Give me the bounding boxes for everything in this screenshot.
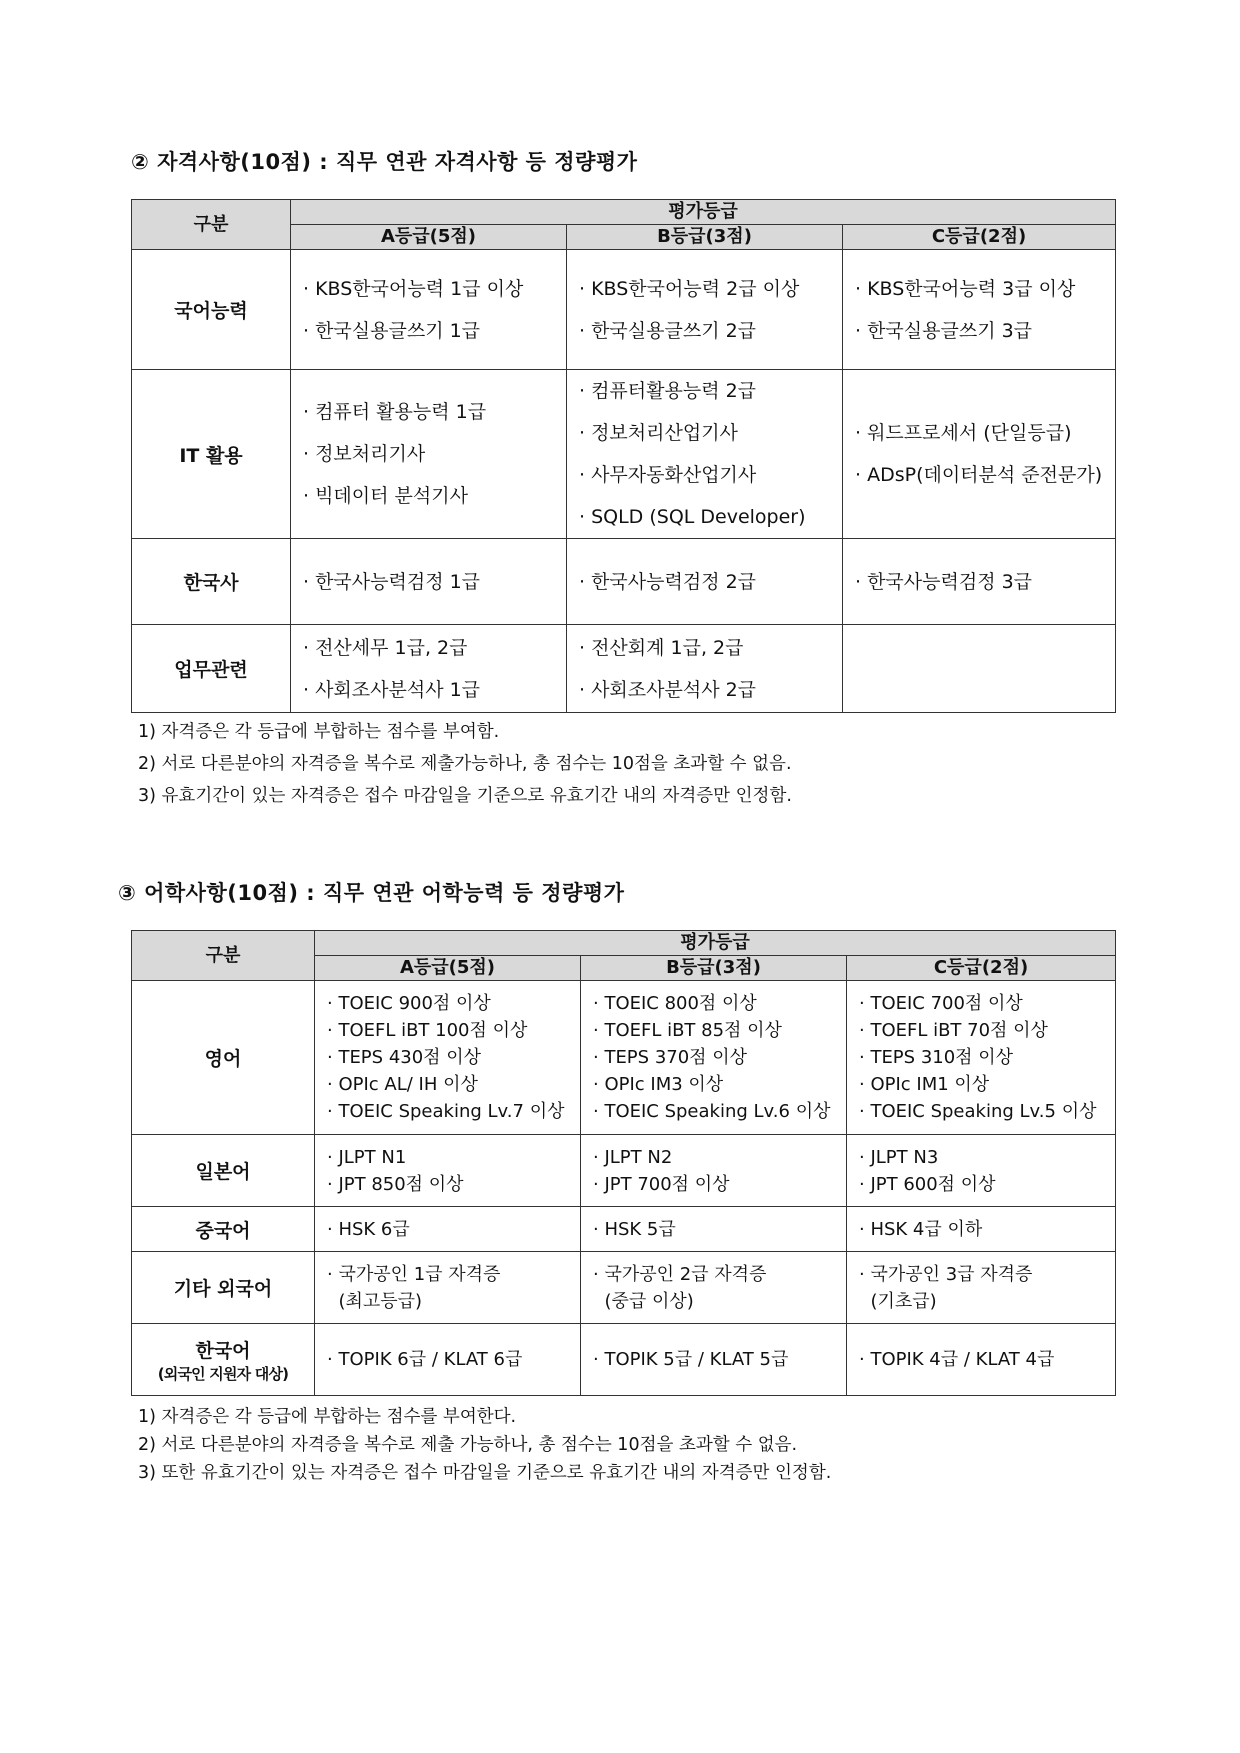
list-item: · 국가공인 2급 자격증 <box>593 1263 767 1285</box>
row-header: 영어 <box>132 981 315 1135</box>
note-item: 1) 자격증은 각 등급에 부합하는 점수를 부여함. <box>138 722 500 742</box>
grade-a-cell <box>291 370 567 539</box>
grade-a-cell <box>315 1252 581 1324</box>
row-header: 중국어 <box>132 1207 315 1252</box>
row-header <box>132 1324 315 1396</box>
list-item: · KBS한국어능력 1급 이상 <box>303 277 524 300</box>
list-item: (최고등급) <box>327 1290 423 1312</box>
table-row <box>132 250 1116 370</box>
grade-a-header: A등급(5점) <box>291 225 567 250</box>
list-item: · OPIc IM1 이상 <box>859 1074 990 1095</box>
table-row <box>132 1207 1116 1252</box>
list-item: · TOEIC Speaking Lv.7 이상 <box>327 1101 565 1122</box>
list-item: · TOEIC 700점 이상 <box>859 993 1023 1014</box>
list-item: · 국가공인 1급 자격증 <box>327 1263 501 1285</box>
grade-b-cell <box>581 1252 847 1324</box>
list-item: · TOEFL iBT 70점 이상 <box>859 1020 1048 1041</box>
table-row <box>132 981 1116 1135</box>
grade-a-cell <box>291 539 567 625</box>
list-item: · TOPIK 6급 / KLAT 6급 <box>327 1349 523 1370</box>
list-item: · TOEFL iBT 85점 이상 <box>593 1020 782 1041</box>
list-item: · OPIc IM3 이상 <box>593 1074 724 1095</box>
table-row <box>132 625 1116 713</box>
list-item: · 한국실용글쓰기 2급 <box>579 319 757 342</box>
note-item: 2) 서로 다른분야의 자격증을 복수로 제출가능하나, 총 점수는 10점을 초과할 수 없음. <box>138 754 792 774</box>
category-header: 구분 <box>132 931 315 981</box>
list-item: · KBS한국어능력 2급 이상 <box>579 277 800 300</box>
grade-group-header: 평가등급 <box>291 200 1116 225</box>
list-item: · TOEIC Speaking Lv.6 이상 <box>593 1101 831 1122</box>
list-item: · TOEIC Speaking Lv.5 이상 <box>859 1101 1097 1122</box>
list-item: · TEPS 310점 이상 <box>859 1047 1014 1068</box>
grade-a-cell <box>291 625 567 713</box>
category-header: 구분 <box>132 200 291 250</box>
section-2-notes <box>138 716 792 812</box>
section-3-heading: ③ 어학사항(10점) : 직무 연관 어학능력 등 정량평가 <box>118 881 625 905</box>
list-item: · TOPIK 5급 / KLAT 5급 <box>593 1349 789 1370</box>
grade-a-cell <box>291 250 567 370</box>
list-item: · 사무자동화산업기사 <box>579 464 757 486</box>
section-2-heading: ② 자격사항(10점) : 직무 연관 자격사항 등 정량평가 <box>131 150 638 174</box>
grade-b-cell <box>567 250 843 370</box>
list-item: · 사회조사분석사 1급 <box>303 678 481 701</box>
list-item: · 한국사능력검정 1급 <box>303 570 481 593</box>
list-item: · JPT 700점 이상 <box>593 1173 730 1195</box>
grade-b-cell <box>581 1207 847 1252</box>
list-item: · OPIc AL/ IH 이상 <box>327 1074 478 1095</box>
certification-table <box>131 199 1116 713</box>
table-row <box>132 1324 1116 1396</box>
row-header: 한국사 <box>132 539 291 625</box>
grade-a-header: A등급(5점) <box>315 956 581 981</box>
section-3-notes <box>138 1403 831 1487</box>
grade-c-cell <box>843 625 1116 713</box>
list-item: · JPT 600점 이상 <box>859 1173 996 1195</box>
list-item: · TOEFL iBT 100점 이상 <box>327 1020 528 1041</box>
row-header: 기타 외국어 <box>132 1252 315 1324</box>
list-item: · SQLD (SQL Developer) <box>579 506 806 528</box>
list-item: · JLPT N1 <box>327 1146 407 1168</box>
list-item: · 전산회계 1급, 2급 <box>579 636 744 659</box>
list-item: · JLPT N2 <box>593 1146 673 1168</box>
grade-c-header: C등급(2점) <box>843 225 1116 250</box>
list-item: · 빅데이터 분석기사 <box>303 485 468 507</box>
list-item: · 국가공인 3급 자격증 <box>859 1263 1033 1285</box>
list-item: · TOPIK 4급 / KLAT 4급 <box>859 1349 1055 1370</box>
grade-b-cell <box>567 625 843 713</box>
table-row <box>132 1135 1116 1207</box>
grade-c-cell <box>847 1135 1116 1207</box>
row-header: 일본어 <box>132 1135 315 1207</box>
list-item: · 컴퓨터활용능력 2급 <box>579 380 757 402</box>
list-item: · 워드프로세서 (단일등급) <box>855 422 1072 444</box>
list-item: · TEPS 370점 이상 <box>593 1047 748 1068</box>
grade-c-cell <box>843 250 1116 370</box>
list-item: · HSK 4급 이하 <box>859 1218 983 1240</box>
list-item: (기초급) <box>859 1290 937 1312</box>
table-row <box>132 1252 1116 1324</box>
grade-c-cell <box>847 1324 1116 1396</box>
grade-b-cell <box>581 981 847 1135</box>
list-item: · KBS한국어능력 3급 이상 <box>855 277 1076 300</box>
list-item: · 정보처리산업기사 <box>579 422 738 444</box>
list-item: (중급 이상) <box>593 1290 694 1312</box>
grade-c-cell <box>847 981 1116 1135</box>
list-item: · TOEIC 800점 이상 <box>593 993 757 1014</box>
note-item: 3) 유효기간이 있는 자격증은 접수 마감일을 기준으로 유효기간 내의 자격증만 인정함. <box>138 786 792 806</box>
grade-b-cell <box>581 1324 847 1396</box>
grade-b-header: B등급(3점) <box>567 225 843 250</box>
grade-c-cell <box>847 1252 1116 1324</box>
grade-c-cell <box>847 1207 1116 1252</box>
grade-c-header: C등급(2점) <box>847 956 1116 981</box>
list-item: · TOEIC 900점 이상 <box>327 993 491 1014</box>
list-item: · JLPT N3 <box>859 1146 939 1168</box>
row-header: 업무관련 <box>132 625 291 713</box>
list-item: · 한국사능력검정 2급 <box>579 570 757 593</box>
list-item: · 한국실용글쓰기 1급 <box>303 319 481 342</box>
grade-c-cell <box>843 370 1116 539</box>
grade-a-cell <box>315 1135 581 1207</box>
grade-b-cell <box>567 370 843 539</box>
grade-a-cell <box>315 1324 581 1396</box>
grade-b-header: B등급(3점) <box>581 956 847 981</box>
list-item: · ADsP(데이터분석 준전문가) <box>855 464 1103 486</box>
list-item: · 컴퓨터 활용능력 1급 <box>303 401 487 423</box>
list-item: · JPT 850점 이상 <box>327 1173 464 1195</box>
table-row <box>132 370 1116 539</box>
grade-b-cell <box>567 539 843 625</box>
grade-a-cell <box>315 1207 581 1252</box>
list-item: · 한국사능력검정 3급 <box>855 570 1033 593</box>
grade-group-header: 평가등급 <box>315 931 1116 956</box>
grade-b-cell <box>581 1135 847 1207</box>
language-table <box>131 930 1116 1396</box>
row-header: 국어능력 <box>132 250 291 370</box>
grade-c-cell <box>843 539 1116 625</box>
list-item: · TEPS 430점 이상 <box>327 1047 482 1068</box>
list-item: · HSK 6급 <box>327 1218 410 1240</box>
table-row <box>132 539 1116 625</box>
note-item: 1) 자격증은 각 등급에 부합하는 점수를 부여한다. <box>138 1407 517 1427</box>
list-item: · 정보처리기사 <box>303 443 426 465</box>
note-item: 3) 또한 유효기간이 있는 자격증은 접수 마감일을 기준으로 유효기간 내의 자격증만 인정함. <box>138 1463 832 1483</box>
list-item: · 사회조사분석사 2급 <box>579 678 757 701</box>
list-item: · 전산세무 1급, 2급 <box>303 636 468 659</box>
list-item: · HSK 5급 <box>593 1218 676 1240</box>
row-header: IT 활용 <box>132 370 291 539</box>
note-item: 2) 서로 다른분야의 자격증을 복수로 제출 가능하나, 총 점수는 10점을 초과할 수 없음. <box>138 1435 798 1455</box>
grade-a-cell <box>315 981 581 1135</box>
list-item: · 한국실용글쓰기 3급 <box>855 319 1033 342</box>
row-header-subtitle: (외국인 지원자 대상) <box>157 1364 289 1383</box>
row-header-title: 한국어 <box>195 1339 251 1362</box>
